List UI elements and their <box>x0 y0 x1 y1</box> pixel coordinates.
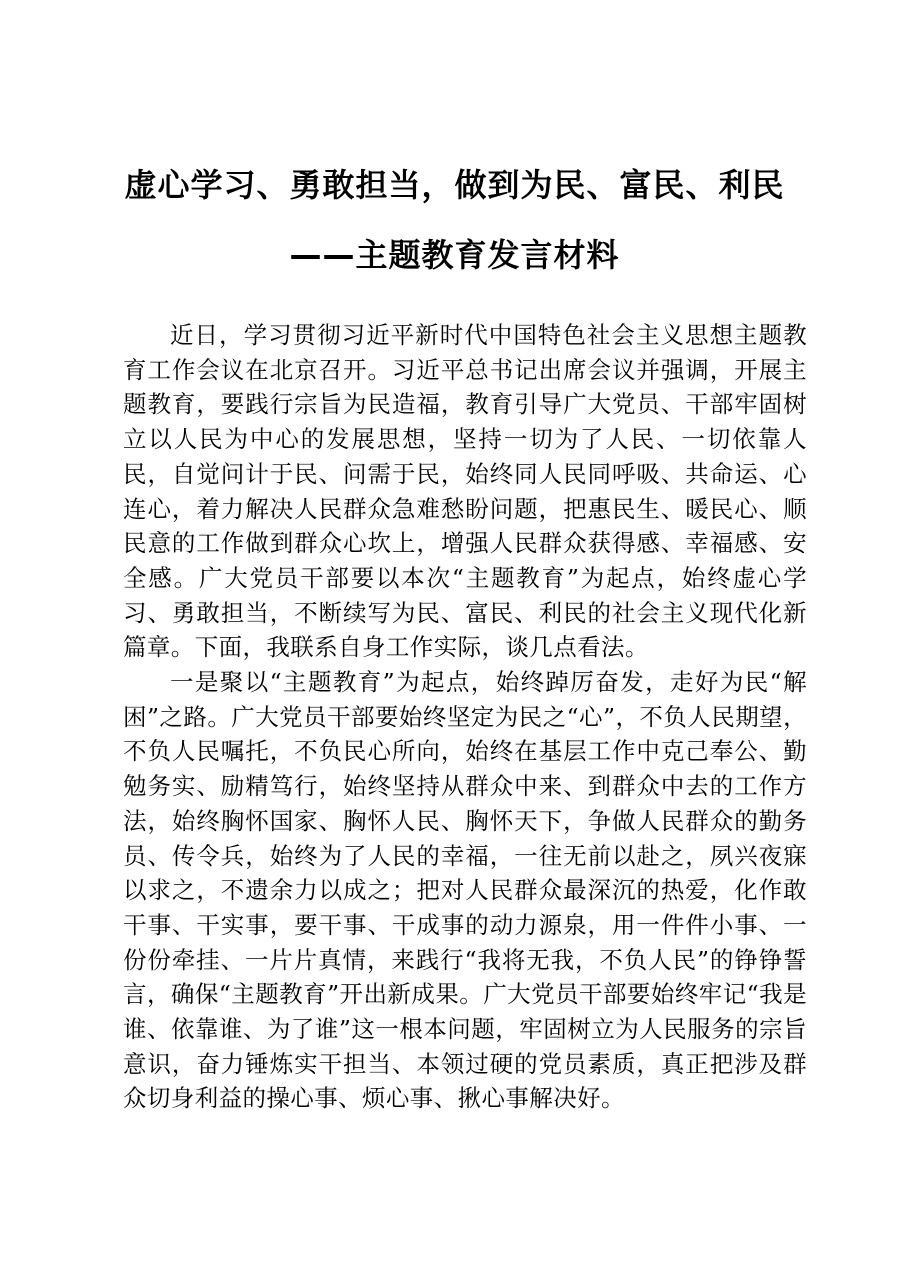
document-body <box>123 318 807 1116</box>
document-title: 虚心学习、勇敢担当，做到为民、富民、利民 <box>124 166 785 204</box>
document-subtitle: ——主题教育发言材料 <box>289 236 620 274</box>
body-paragraph: 近日，学习贯彻习近平新时代中国特色社会主义思想主题教育工作会议在北京召开。习近平总书记出席会议并强调，开展主题教育，要践行宗旨为民造福，教育引导广大党员、干部牢固树立以人民为中心的发展思想，坚持一切为了人民、一切依靠人民，自觉问计于民、问需于民，始终同人民同呼吸、共命运、心连心，着力解决人民群众急难愁盼问题，把惠民生、暖民心、顺民意的工作做到群众心坎上，增强人民群众获得感、幸福感、安全感。广大党员干部要以本次“主题教育”为起点，始终虚心学习、勇敢担当，不断续写为民、富民、利民的社会主义现代化新篇章。下面，我联系自身工作实际，谈几点看法。 <box>123 321 807 662</box>
body-paragraph: 一是聚以“主题教育”为起点，始终踔厉奋发，走好为民“解困”之路。广大党员干部要始终坚定为民之“心”，不负人民期望，不负人民嘱托，不负民心所向，始终在基层工作中克己奉公、勤勉务实、励精笃行，始终坚持从群众中来、到群众中去的工作方法，始终胸怀国家、胸怀人民、胸怀天下，争做人民群众的勤务员、传令兵，始终为了人民的幸福，一往无前以赴之，夙兴夜寐以求之，不遗余力以成之；把对人民群众最深沉的热爱，化作敢干事、干实事，要干事、干成事的动力源泉，用一件件小事、一份份牵挂、一片片真情，来践行“我将无我，不负人民”的铮铮誓言，确保“主题教育”开出新成果。广大党员干部要始终牢记“我是谁、依靠谁、为了谁”这一根本问题，牢固树立为人民服务的宗旨意识，奋力锤炼实干担当、本领过硬的党员素质，真正把涉及群众切身利益的操心事、烦心事、揪心事解决好。 <box>123 668 807 1113</box>
